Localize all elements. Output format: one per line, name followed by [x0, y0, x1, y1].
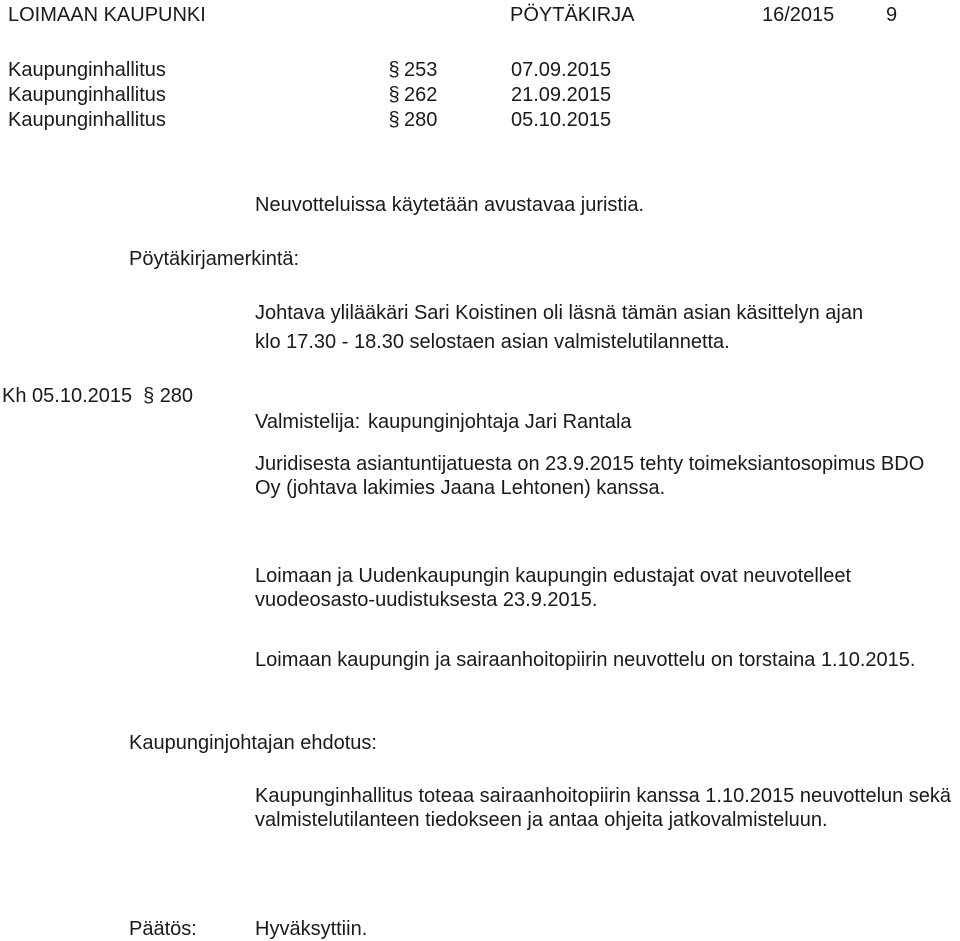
decision-text: Hyväksyttiin. — [255, 918, 368, 940]
page-number: 9 — [886, 4, 898, 26]
body-paragraph: Juridisesta asiantuntijatuesta on 23.9.2015 tehty toimeksiantosopimus BDO Oy (johtava lakimies Jaana Lehtonen) kanssa. — [255, 453, 925, 499]
preparer-label: Valmistelija: — [255, 411, 361, 433]
reference-number: 280 — [404, 109, 438, 131]
kh-reference-date: Kh 05.10.2015 — [2, 385, 133, 407]
reference-date: 21.09.2015 — [511, 84, 612, 106]
reference-date: 07.09.2015 — [511, 59, 612, 81]
minutes-note-label: Pöytäkirjamerkintä: — [129, 248, 300, 270]
minutes-note-line: Johtava ylilääkäri Sari Koistinen oli läsnä tämän asian käsittelyn ajan — [255, 302, 864, 324]
negotiation-note: Neuvotteluissa käytetään avustavaa juristia. — [255, 194, 645, 216]
reference-number: 262 — [404, 84, 438, 106]
kh-reference — [2, 384, 193, 408]
section-symbol: § — [143, 385, 155, 407]
body-paragraph: Loimaan ja Uudenkaupungin kaupungin edustajat ovat neuvotelleet vuodeosasto-uudistuksesta 23.9.2015. — [255, 565, 852, 611]
document-number: 16/2015 — [762, 4, 835, 26]
city-name: LOIMAAN KAUPUNKI — [8, 4, 206, 26]
section-symbol: § — [388, 109, 400, 131]
minutes-note-line: klo 17.30 - 18.30 selostaen asian valmistelutilannetta. — [255, 331, 730, 353]
kh-reference-number: 280 — [159, 385, 194, 407]
reference-body: Kaupunginhallitus — [8, 84, 166, 106]
proposal-label: Kaupunginjohtajan ehdotus: — [129, 732, 377, 754]
document-type: PÖYTÄKIRJA — [510, 4, 635, 26]
reference-body: Kaupunginhallitus — [8, 59, 166, 81]
proposal-text: Kaupunginhallitus toteaa sairaanhoitopiirin kanssa 1.10.2015 neuvottelun sekä valmistelutilanteen tiedokseen ja antaa ohjeita jatkovalmisteluun. — [255, 785, 952, 831]
reference-body: Kaupunginhallitus — [8, 109, 166, 131]
reference-number: 253 — [404, 59, 438, 81]
body-paragraph: Loimaan kaupungin ja sairaanhoitopiirin neuvottelu on torstaina 1.10.2015. — [255, 649, 916, 671]
reference-date: 05.10.2015 — [511, 109, 612, 131]
preparer-name: kaupunginjohtaja Jari Rantala — [368, 411, 632, 433]
decision-label: Päätös: — [129, 918, 197, 940]
section-symbol: § — [388, 59, 400, 81]
section-symbol: § — [388, 84, 400, 106]
